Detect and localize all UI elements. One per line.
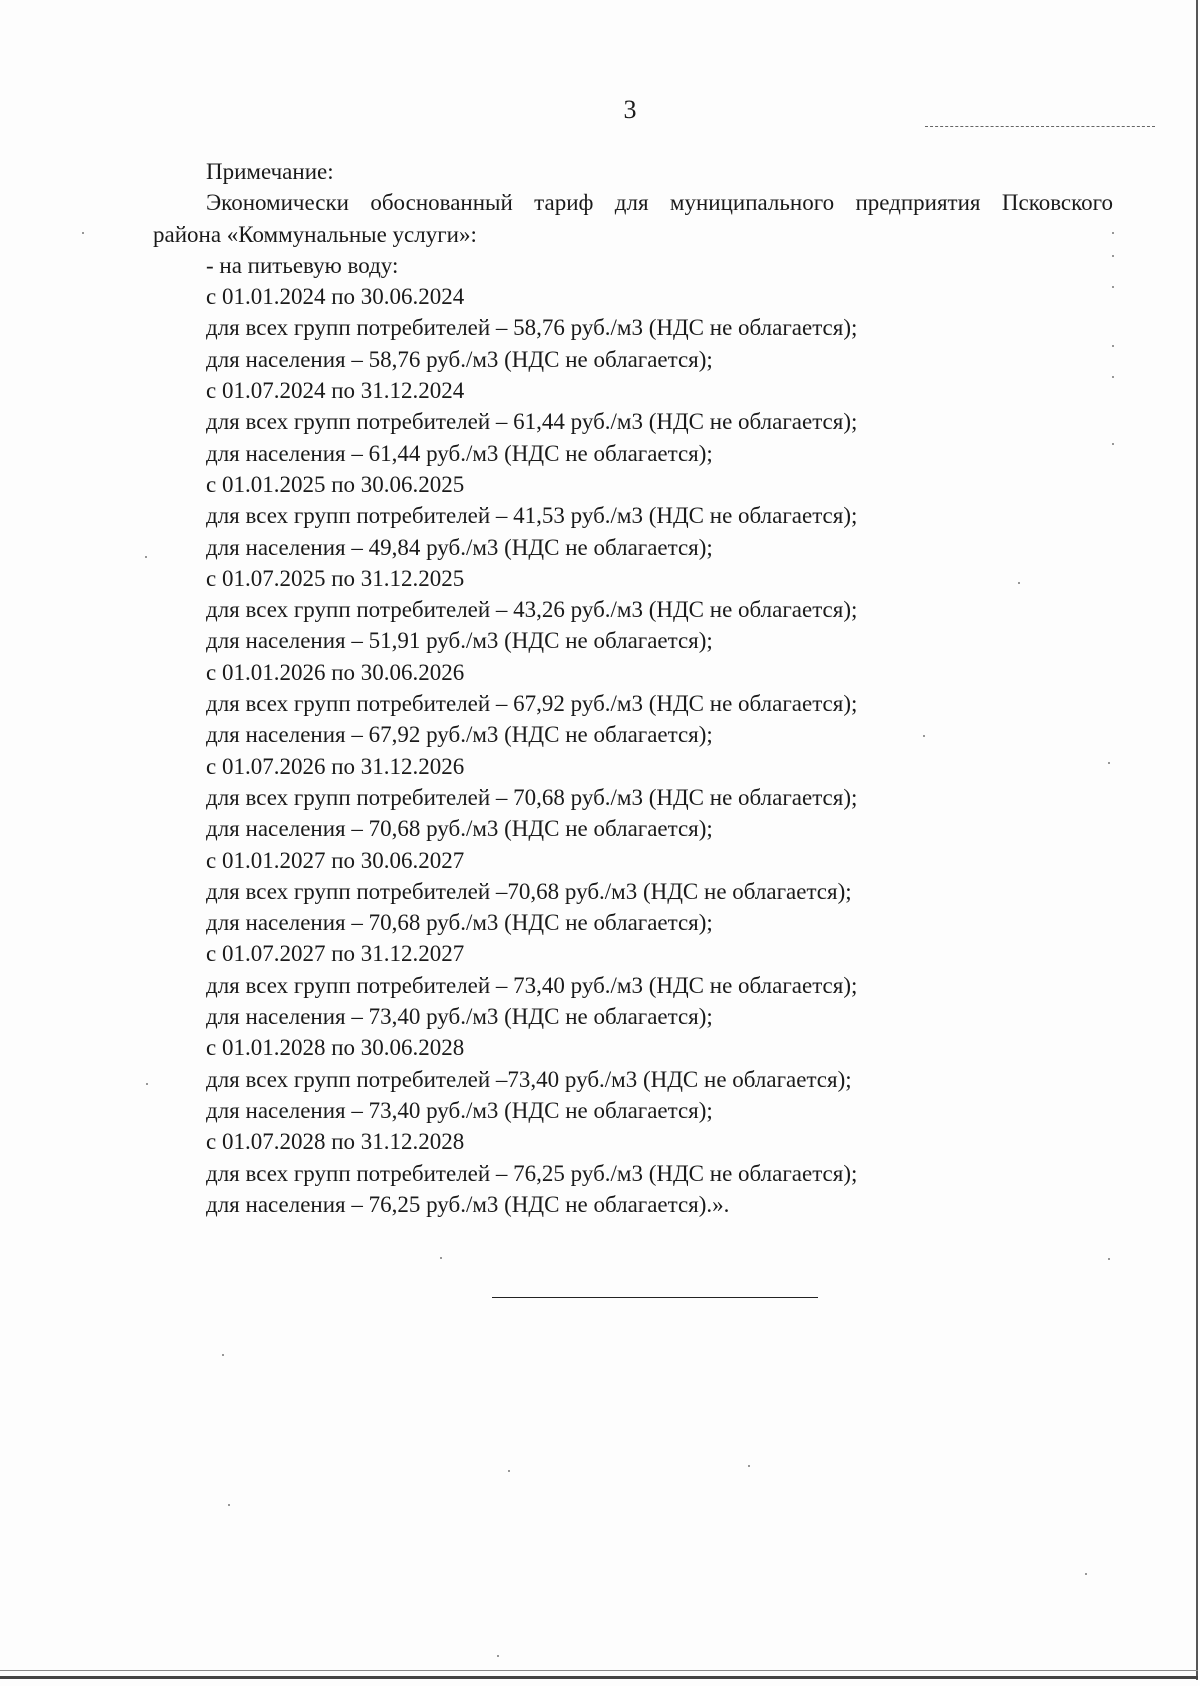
population-rate: для населения – 73,40 руб./м3 (НДС не облагается); xyxy=(206,1097,713,1123)
tariff-period xyxy=(153,469,1113,563)
service-label: - на питьевую воду: xyxy=(206,252,399,278)
note-text xyxy=(153,156,1113,1220)
scan-speck xyxy=(923,735,925,737)
scan-speck xyxy=(146,1083,148,1085)
scan-speck xyxy=(1112,255,1114,257)
all-groups-rate: для всех групп потребителей – 43,26 руб./м3 (НДС не облагается); xyxy=(206,597,858,623)
all-groups-rate: для всех групп потребителей – 61,44 руб./м3 (НДС не облагается); xyxy=(206,409,858,435)
population-rate: для населения – 58,76 руб./м3 (НДС не облагается); xyxy=(206,346,713,372)
tariff-period xyxy=(153,751,1113,845)
intro-line-2: района «Коммунальные услуги»: xyxy=(153,221,477,247)
population-rate: для населения – 70,68 руб./м3 (НДС не облагается); xyxy=(206,816,713,842)
scan-speck xyxy=(497,1655,499,1657)
scan-speck xyxy=(1108,762,1110,764)
tariff-period xyxy=(153,1032,1113,1126)
population-rate: для населения – 49,84 руб./м3 (НДС не облагается); xyxy=(206,534,713,560)
population-rate: для населения – 51,91 руб./м3 (НДС не облагается); xyxy=(206,628,713,654)
population-rate: для населения – 70,68 руб./м3 (НДС не облагается); xyxy=(206,910,713,936)
period-range: с 01.01.2027 по 30.06.2027 xyxy=(206,847,465,873)
end-rule xyxy=(492,1297,818,1298)
note-heading: Примечание: xyxy=(206,159,334,184)
tariff-period xyxy=(153,375,1113,469)
scan-speck xyxy=(1018,582,1020,584)
scan-speck xyxy=(1112,376,1114,378)
scan-speck xyxy=(1085,1573,1087,1575)
all-groups-rate: для всех групп потребителей – 67,92 руб./м3 (НДС не облагается); xyxy=(206,691,858,717)
tariff-period xyxy=(153,657,1113,751)
period-range: с 01.07.2028 по 31.12.2028 xyxy=(206,1129,465,1155)
period-range: с 01.01.2028 по 30.06.2028 xyxy=(206,1035,465,1061)
all-groups-rate: для всех групп потребителей –73,40 руб./м3 (НДС не облагается); xyxy=(206,1066,852,1092)
scan-speck xyxy=(1112,232,1114,234)
period-range: с 01.01.2024 по 30.06.2024 xyxy=(206,284,465,310)
scan-speck xyxy=(1108,1258,1110,1260)
period-range: с 01.07.2025 по 31.12.2025 xyxy=(206,565,465,591)
scan-speck xyxy=(440,1257,442,1259)
scan-speck xyxy=(228,1504,230,1506)
all-groups-rate: для всех групп потребителей – 73,40 руб./м3 (НДС не облагается); xyxy=(206,972,858,998)
scan-right-border xyxy=(1196,0,1198,1680)
scan-speck xyxy=(748,1465,750,1467)
page-number: 3 xyxy=(623,95,637,124)
population-rate: для населения – 76,25 руб./м3 (НДС не облагается).». xyxy=(206,1191,730,1217)
period-range: с 01.01.2025 по 30.06.2025 xyxy=(206,471,465,497)
period-range: с 01.01.2026 по 30.06.2026 xyxy=(206,659,465,685)
all-groups-rate: для всех групп потребителей – 76,25 руб./м3 (НДС не облагается); xyxy=(206,1160,858,1186)
scan-speck xyxy=(1112,345,1114,347)
intro-line-1: Экономически обоснованный тариф для муниципального предприятия Псковского xyxy=(206,190,1113,216)
tariff-period xyxy=(153,845,1113,939)
scan-speck xyxy=(222,1354,224,1356)
period-range: с 01.07.2026 по 31.12.2026 xyxy=(206,753,465,779)
scan-speck xyxy=(1112,443,1114,445)
tariff-period xyxy=(153,281,1113,375)
scan-speck xyxy=(145,556,147,558)
tariff-period xyxy=(153,1126,1113,1220)
scan-bottom-border xyxy=(0,1676,1198,1679)
population-rate: для населения – 61,44 руб./м3 (НДС не облагается); xyxy=(206,440,713,466)
population-rate: для населения – 67,92 руб./м3 (НДС не облагается); xyxy=(206,722,713,748)
tariff-period xyxy=(153,938,1113,1032)
tariff-period xyxy=(153,563,1113,657)
period-range: с 01.07.2024 по 31.12.2024 xyxy=(206,378,465,404)
scan-speck xyxy=(82,232,84,234)
scan-speck xyxy=(508,1470,510,1472)
all-groups-rate: для всех групп потребителей – 58,76 руб./м3 (НДС не облагается); xyxy=(206,315,858,341)
period-range: с 01.07.2027 по 31.12.2027 xyxy=(206,941,465,967)
scan-bottom-border-thin xyxy=(0,1670,1198,1671)
all-groups-rate: для всех групп потребителей – 41,53 руб./м3 (НДС не облагается); xyxy=(206,503,858,529)
all-groups-rate: для всех групп потребителей –70,68 руб./м3 (НДС не облагается); xyxy=(206,878,852,904)
scan-speck xyxy=(1112,286,1114,288)
population-rate: для населения – 73,40 руб./м3 (НДС не облагается); xyxy=(206,1004,713,1030)
all-groups-rate: для всех групп потребителей – 70,68 руб./м3 (НДС не облагается); xyxy=(206,784,858,810)
scan-dash-mark xyxy=(925,126,1155,127)
